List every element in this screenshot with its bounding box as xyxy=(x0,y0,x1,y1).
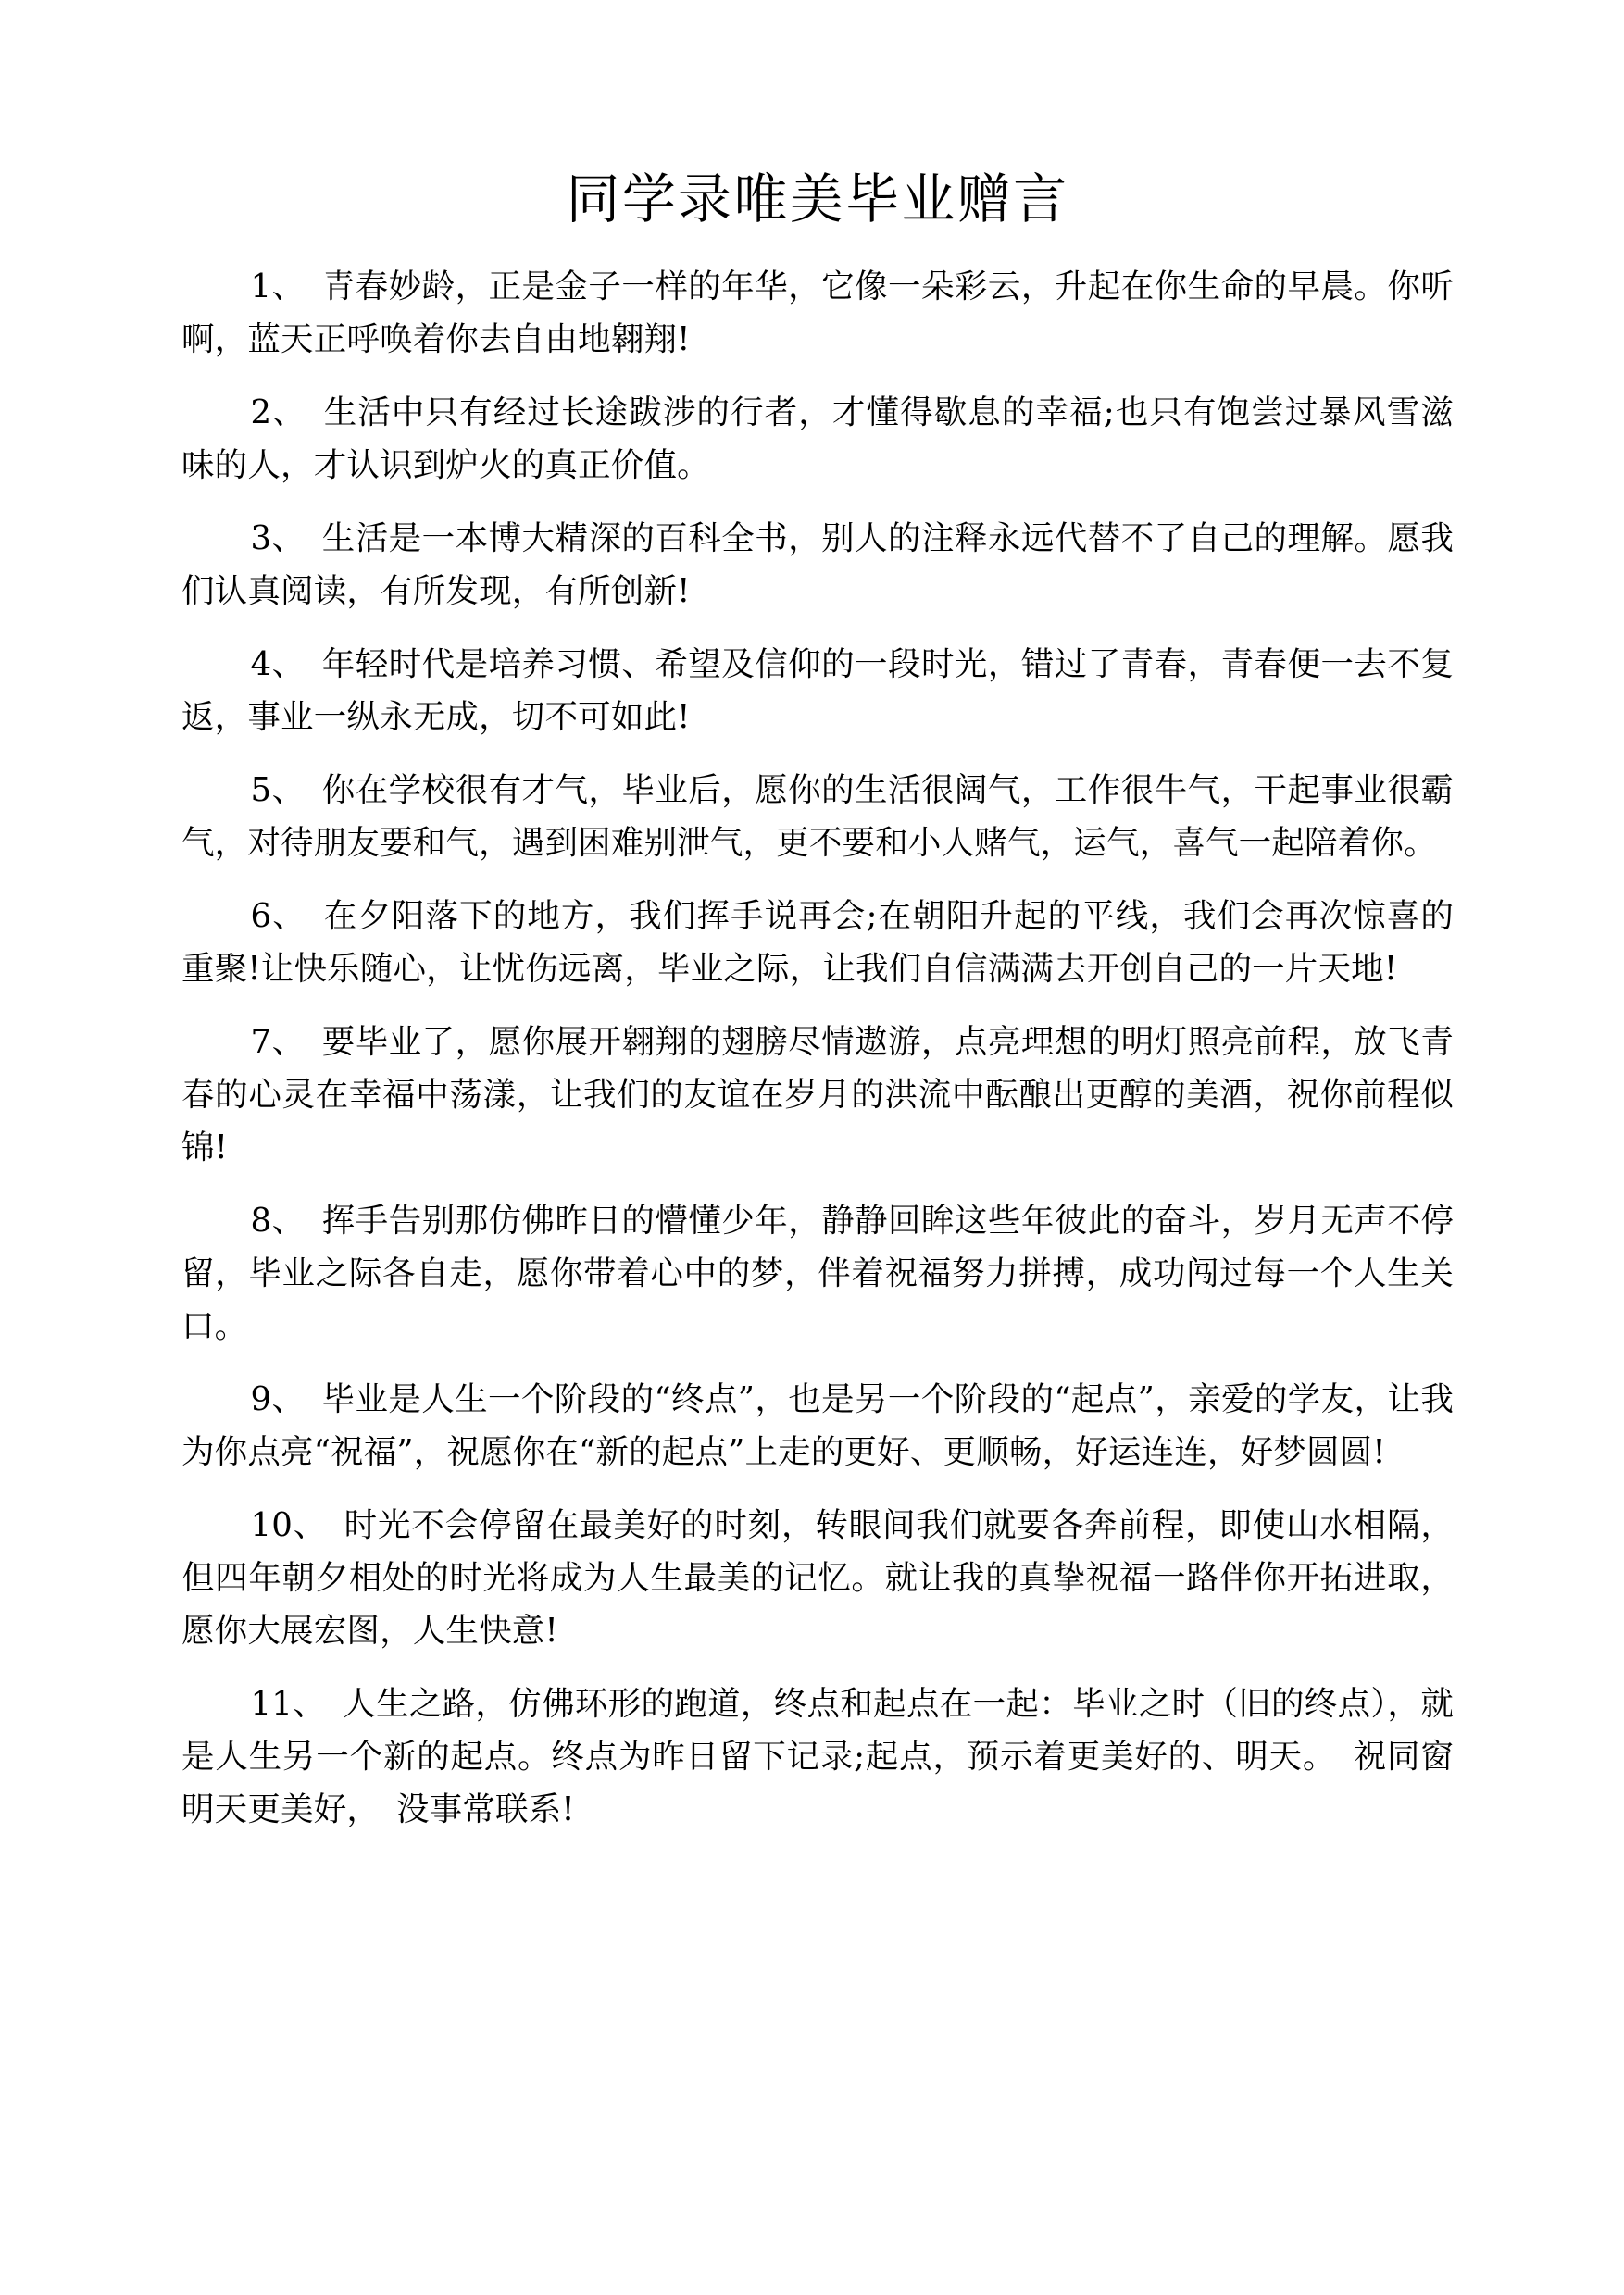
paragraph-2: 2、 生活中只有经过长途跋涉的行者，才懂得歇息的幸福;也只有饱尝过暴风雪滋味的人，才认识到炉火的真正价值。 xyxy=(181,393,1454,484)
paragraph-6: 6、 在夕阳落下的地方，我们挥手说再会;在朝阳升起的平线，我们会再次惊喜的重聚!让快乐随心，让忧伤远离，毕业之际，让我们自信满满去开创自己的一片天地! xyxy=(181,896,1454,988)
page-title: 同学录唯美毕业赠言 xyxy=(566,168,1069,231)
paragraph-list xyxy=(181,260,1454,1836)
paragraph-10: 10、 时光不会停留在最美好的时刻，转眼间我们就要各奔前程，即使山水相隔，但四年朝夕相处的时光将成为人生最美的记忆。就让我的真挚祝福一路伴你开拓进取，愿你大展宏图，人生快意! xyxy=(181,1505,1454,1650)
paragraph-4: 4、 年轻时代是培养习惯、希望及信仰的一段时光，错过了青春，青春便一去不复返，事业一纵永无成，切不可如此! xyxy=(181,644,1454,736)
page-content-area xyxy=(181,167,1454,1836)
paragraph-9: 9、 毕业是人生一个阶段的“终点”，也是另一个阶段的“起点”，亲爱的学友，让我为你点亮“祝福”，祝愿你在“新的起点”上走的更好、更顺畅，好运连连，好梦圆圆! xyxy=(181,1379,1454,1471)
paragraph-5: 5、 你在学校很有才气，毕业后，愿你的生活很阔气，工作很牛气，干起事业很霸气，对待朋友要和气，遇到困难别泄气，更不要和小人赌气，运气，喜气一起陪着你。 xyxy=(181,770,1454,862)
paragraph-11: 11、 人生之路，仿佛环形的跑道，终点和起点在一起：毕业之时（旧的终点），就是人生另一个新的起点。终点为昨日留下记录;起点，预示着更美好的、明天。 祝同窗明天更美好， 没事常联系! xyxy=(181,1684,1454,1828)
paragraph-7: 7、 要毕业了，愿你展开翱翔的翅膀尽情遨游，点亮理想的明灯照亮前程，放飞青春的心灵在幸福中荡漾，让我们的友谊在岁月的洪流中酝酿出更醇的美酒，祝你前程似锦! xyxy=(181,1022,1454,1166)
paragraph-8: 8、 挥手告别那仿佛昨日的懵懂少年，静静回眸这些年彼此的奋斗，岁月无声不停留，毕业之际各自走，愿你带着心中的梦，伴着祝福努力拼搏，成功闯过每一个人生关口。 xyxy=(181,1201,1454,1345)
paragraph-1: 1、 青春妙龄，正是金子一样的年华，它像一朵彩云，升起在你生命的早晨。你听啊，蓝天正呼唤着你去自由地翱翔! xyxy=(181,267,1454,358)
paragraph-3: 3、 生活是一本博大精深的百科全书，别人的注释永远代替不了自己的理解。愿我们认真阅读，有所发现，有所创新! xyxy=(181,518,1454,610)
